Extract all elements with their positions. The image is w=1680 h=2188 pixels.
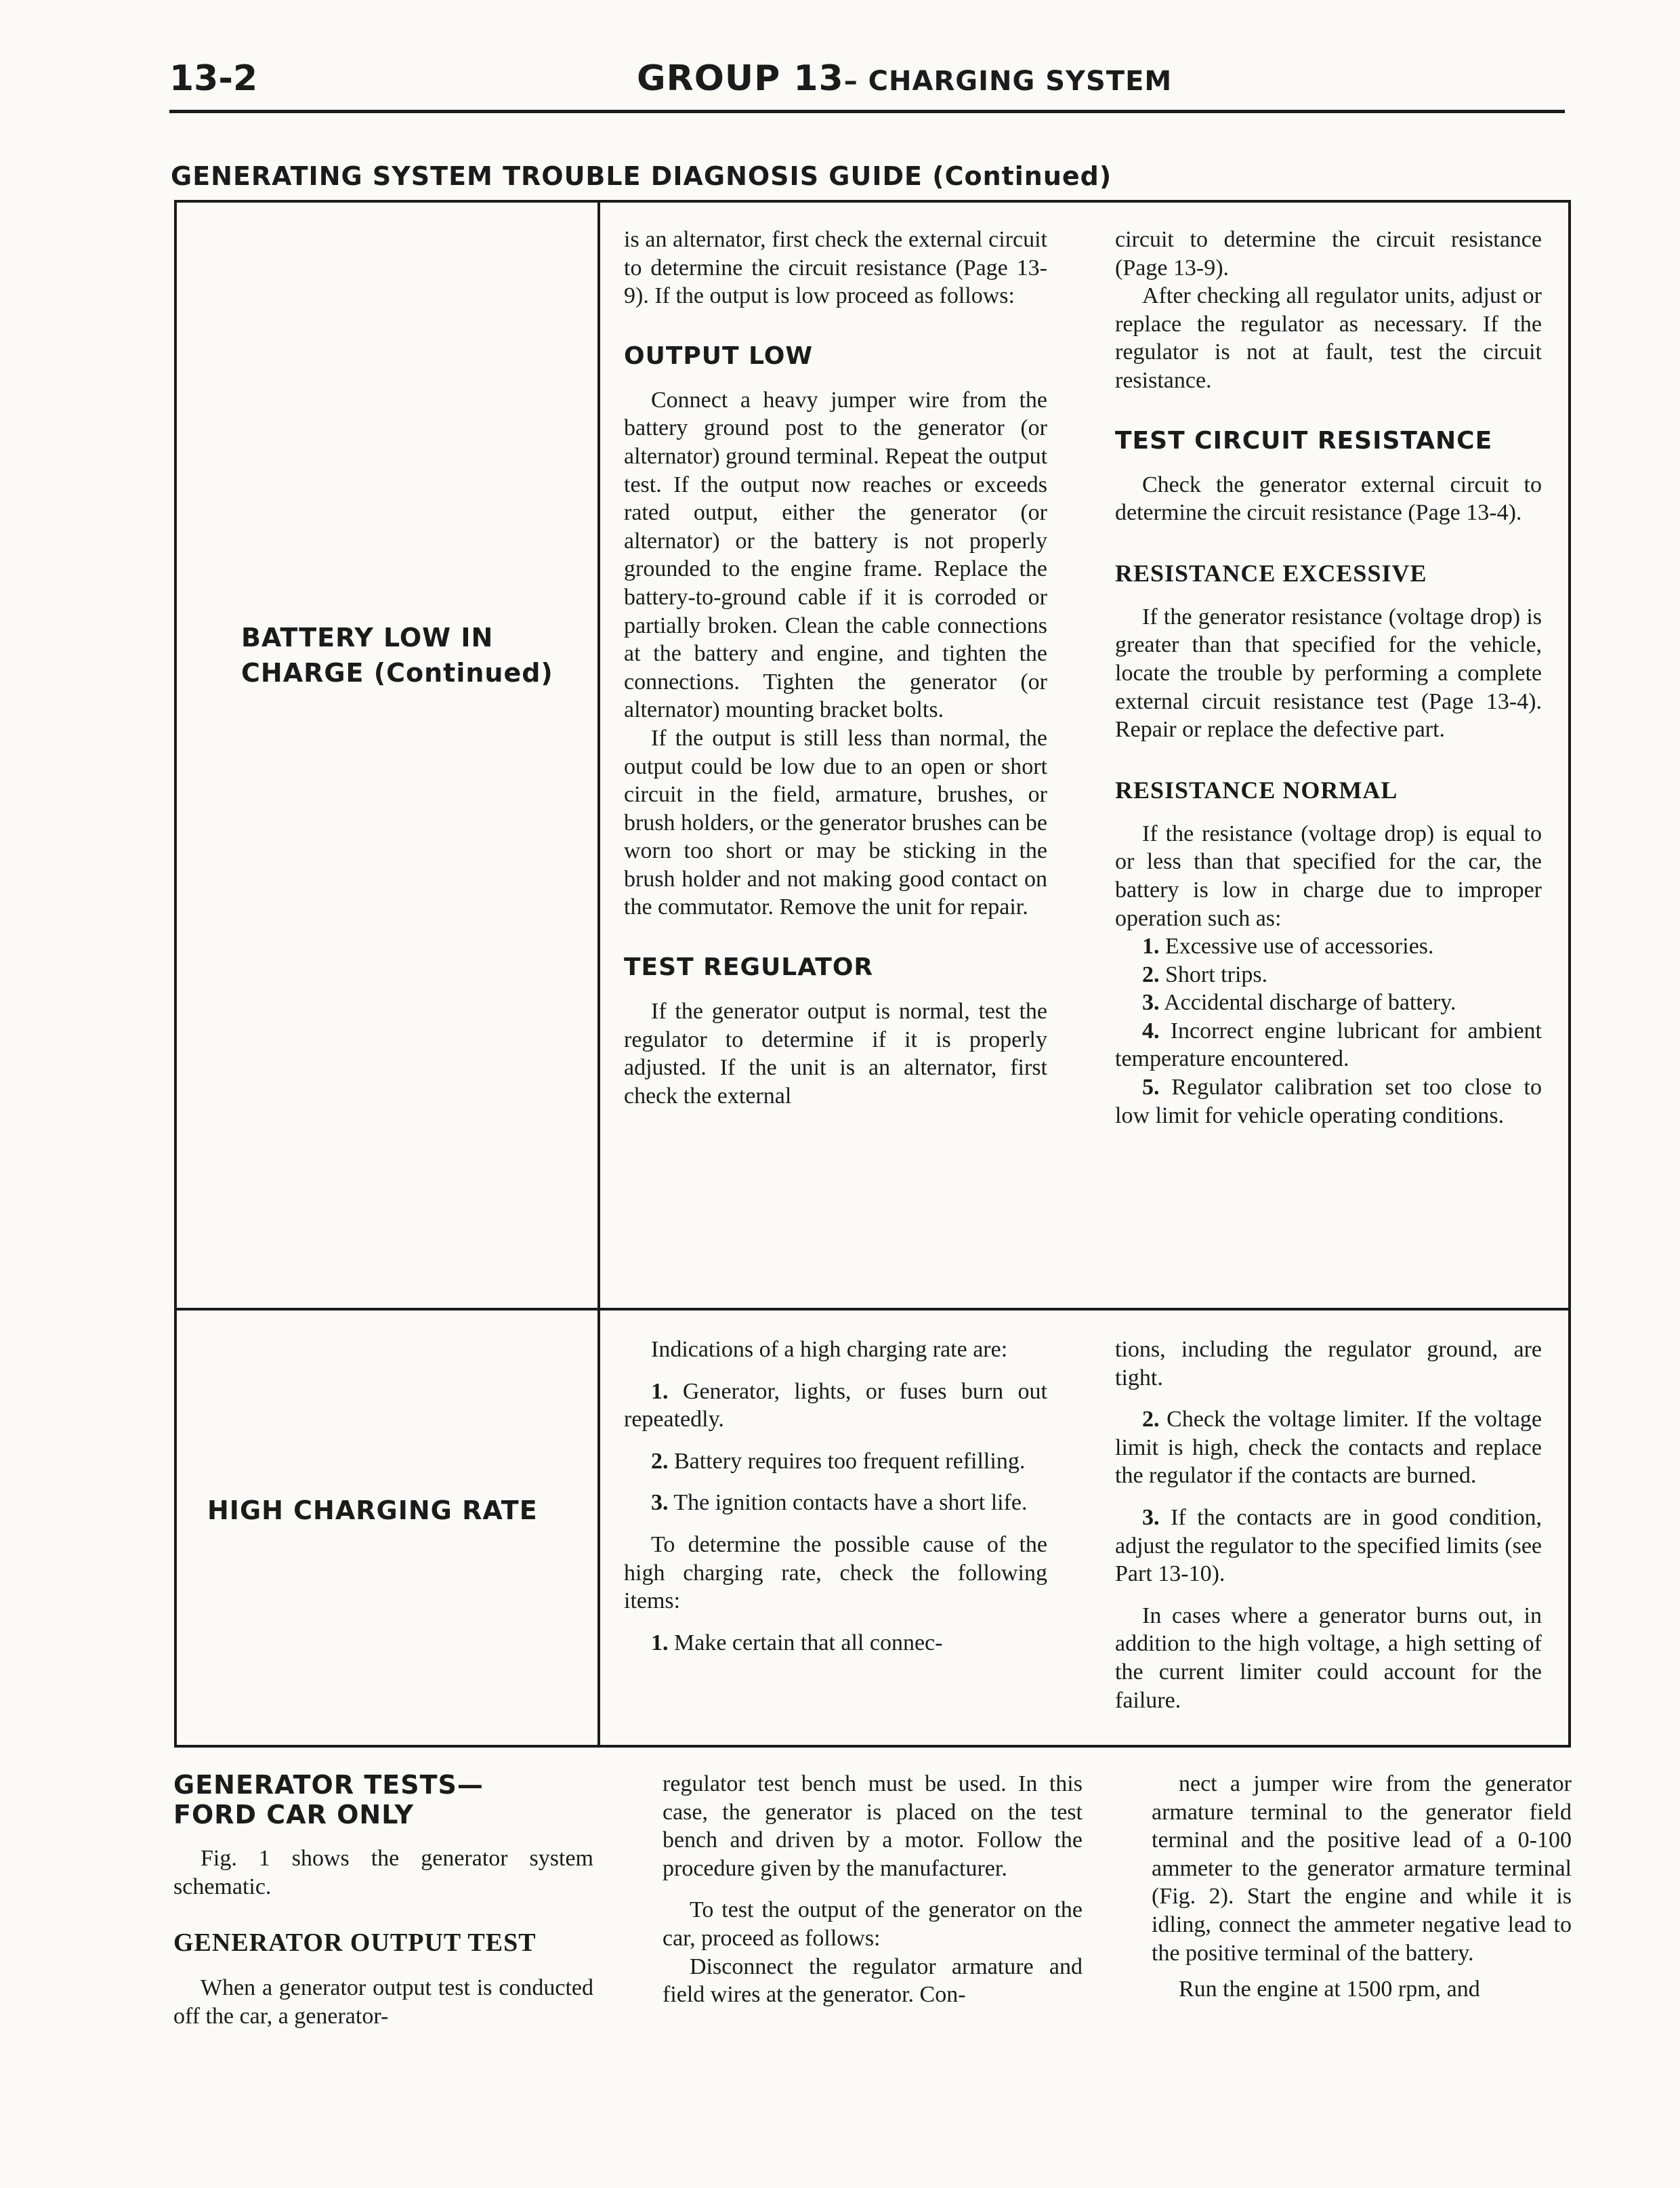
list-item: 2. Check the voltage limiter. If the voltage limit is high, check the contacts and replace the regulator if the contacts are burned. xyxy=(1115,1407,1542,1489)
list-item: 5. Regulator calibration set too close to low limit for vehicle operating conditions. xyxy=(1115,1075,1542,1128)
group-title: GROUP 13 xyxy=(637,58,844,99)
table-row-divider xyxy=(177,1308,1568,1310)
row2-column-2 xyxy=(1115,1336,1542,1714)
paragraph: Connect a heavy jumper wire from the battery ground post to the generator (or alternator) ground terminal. Repeat the output test. If the output now reaches or exceeds rated output, either the generator (or alternator) or the battery is not properly grounded to the engine frame. Replace the battery-to-ground cable if it is corroded or partially broken. Clean the cable connections at the battery and engine, and tighten the connections. Tighten the generator (or alternator) mounting bracket bolts. xyxy=(624,387,1048,723)
paragraph: When a generator output test is conducted off the car, a generator- xyxy=(173,1975,593,2029)
paragraph: is an alternator, first check the external circuit to determine the circuit resistance (Page 13-9). If the output is low proceed as follows: xyxy=(624,227,1047,309)
list-item: 1. Generator, lights, or fuses burn out repeatedly. xyxy=(624,1378,1048,1432)
paragraph: If the generator resistance (voltage drop) is greater than that specified for the vehicle, locate the trouble by performing a complete external circuit resistance test (Page 13-4). Repair or replace the defective part. xyxy=(1115,604,1542,743)
heading-output-low: OUTPUT LOW xyxy=(624,342,814,370)
paragraph: Disconnect the regulator armature and field wires at the generator. Con- xyxy=(663,1954,1083,2008)
heading-generator-tests: GENERATOR TESTS— xyxy=(173,1770,484,1800)
paragraph: To determine the possible cause of the high charging rate, check the following items: xyxy=(624,1531,1047,1614)
list-item: 1. Excessive use of accessories. xyxy=(1142,934,1434,959)
paragraph: In cases where a generator burns out, in addition to the high voltage, a high setting of the current limiter could account for the failure. xyxy=(1115,1603,1542,1713)
list-item: 3. If the contacts are in good condition, adjust the regulator to the specified limits (see Part 13-10). xyxy=(1115,1504,1542,1587)
row-label-battery-low xyxy=(241,620,566,690)
page-title xyxy=(637,58,1172,99)
paragraph: If the generator output is normal, test the regulator to determine if it is properly adjusted. If the unit is an alternator, first check the external xyxy=(624,999,1047,1109)
cause-list xyxy=(1115,932,1542,1130)
group-subtitle: – CHARGING SYSTEM xyxy=(843,66,1173,97)
paragraph: To test the output of the generator on the car, proceed as follows: xyxy=(663,1897,1083,1951)
list-item: 2. Short trips. xyxy=(1142,962,1268,987)
diagnosis-table xyxy=(174,200,1571,1748)
paragraph: nect a jumper wire from the generator armature terminal to the generator field terminal and the positive lead of a 0-100 ammeter to the generator armature terminal (Fig. 2). Start the engine and while it is idling, connect the ammeter negative lead to the positive terminal of the battery. xyxy=(1152,1771,1572,1966)
lower-column-3 xyxy=(1152,1770,1572,2004)
list-item: 3. Accidental discharge of battery. xyxy=(1142,990,1456,1016)
paragraph: Run the engine at 1500 rpm, and xyxy=(1179,1977,1480,2002)
page-number: 13-2 xyxy=(169,58,258,99)
heading-ford-car-only: FORD CAR ONLY xyxy=(173,1800,414,1830)
list-item: 2. Battery requires too frequent refilling. xyxy=(651,1448,1026,1474)
row1-column-2 xyxy=(1115,226,1542,1130)
heading-test-circuit-resistance: TEST CIRCUIT RESISTANCE xyxy=(1115,426,1493,455)
header-rule xyxy=(169,110,1565,113)
row1-column-1 xyxy=(624,226,1047,1110)
section-heading: GENERATING SYSTEM TROUBLE DIAGNOSIS GUIDE (Continued) xyxy=(171,161,1112,191)
list-item: 1. Make certain that all connec- xyxy=(651,1630,943,1655)
paragraph: regulator test bench must be used. In this case, the generator is placed on the test bench and driven by a motor. Follow the procedure given by the manufacturer. xyxy=(663,1771,1083,1881)
lower-column-2 xyxy=(663,1770,1083,2009)
paragraph: If the output is still less than normal, the output could be low due to an open or short circuit in the field, armature, brushes, or brush holders, or the generator brushes can be worn too short or may be sticking in the brush holder and not making good contact on the commutator. Remove the unit for repair. xyxy=(624,725,1048,920)
heading-resistance-excessive: RESISTANCE EXCESSIVE xyxy=(1115,559,1427,587)
lower-column-1 xyxy=(173,1770,593,2030)
heading-generator-output-test: GENERATOR OUTPUT TEST xyxy=(173,1928,537,1958)
paragraph: tions, including the regulator ground, are tight. xyxy=(1115,1337,1542,1390)
row-label-high-charging-rate: HIGH CHARGING RATE xyxy=(207,1495,538,1525)
paragraph: circuit to determine the circuit resistance (Page 13-9). xyxy=(1115,227,1542,281)
row-label-line: BATTERY LOW IN xyxy=(241,623,494,653)
row2-column-1 xyxy=(624,1336,1047,1657)
heading-test-regulator: TEST REGULATOR xyxy=(624,953,874,982)
list-item: 3. The ignition contacts have a short life. xyxy=(651,1490,1028,1516)
paragraph: Indications of a high charging rate are: xyxy=(651,1337,1008,1362)
paragraph: Check the generator external circuit to determine the circuit resistance (Page 13-4). xyxy=(1115,472,1542,526)
list-item: 4. Incorrect engine lubricant for ambient temperature encountered. xyxy=(1115,1018,1542,1072)
paragraph: If the resistance (voltage drop) is equal to or less than that specified for the car, the battery is low in charge due to improper operation such as: xyxy=(1115,821,1542,931)
heading-resistance-normal: RESISTANCE NORMAL xyxy=(1115,776,1398,804)
paragraph: After checking all regulator units, adjust or replace the regulator as necessary. If the regulator is not at fault, test the circuit resistance. xyxy=(1115,283,1542,393)
paragraph: Fig. 1 shows the generator system schematic. xyxy=(173,1846,593,1899)
row-label-line: CHARGE (Continued) xyxy=(241,658,553,688)
table-column-divider xyxy=(597,203,600,1745)
